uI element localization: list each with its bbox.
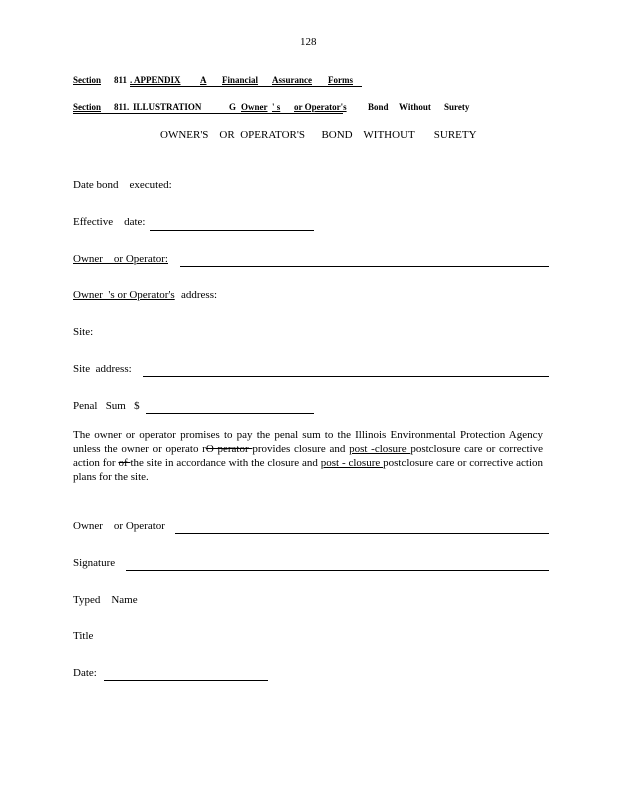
owner-address-label-suffix: address: xyxy=(181,289,218,301)
header-word-forms: Forms xyxy=(328,75,353,85)
page-number: 128 xyxy=(300,36,317,48)
paragraph-text-3: postclosure care or corrective action for xyxy=(73,443,544,469)
header2-illustration-label: ILLUSTRATION xyxy=(133,102,202,112)
paragraph-text-5: postclosure care or corrective action plans for the site. xyxy=(73,457,544,483)
date-bond-executed-label: Date bond executed: xyxy=(73,179,172,191)
header2-or-operators: or Operator's xyxy=(294,102,347,112)
paragraph-deleted-operator: O perator xyxy=(205,443,253,455)
sig-owner-operator-label: Owner or Operator xyxy=(73,520,165,532)
typed-name-label: Typed Name xyxy=(73,594,138,606)
owner-address-label: Owner 's or Operator's xyxy=(73,289,175,301)
site-label: Site: xyxy=(73,326,94,338)
paragraph-text-4: the site in accordance with the closure and xyxy=(130,457,321,469)
title-label: Title xyxy=(73,630,94,642)
owner-operator-label: Owner or Operator: xyxy=(73,253,168,265)
effective-date-label: Effective date: xyxy=(73,216,146,228)
header-appendix-label: . APPENDIX xyxy=(130,75,181,85)
header-underline xyxy=(130,86,362,87)
paragraph-text-2: provides closure and xyxy=(252,443,350,455)
paragraph-inserted-post-closure-2: post - closure xyxy=(320,457,384,469)
sig-owner-operator-line[interactable] xyxy=(175,533,549,534)
header-word-assurance: Assurance xyxy=(272,75,312,85)
owner-operator-line[interactable] xyxy=(180,266,549,267)
header2-surety: Surety xyxy=(444,102,470,112)
form-title: OWNER'S OR OPERATOR'S BOND WITHOUT SURETY xyxy=(160,129,477,141)
header2-section-label: Section xyxy=(73,102,101,112)
header-section-label: Section xyxy=(73,75,101,85)
bond-paragraph xyxy=(73,428,543,484)
paragraph-text-1: The owner or operator promises to pay the penal sum to the Illinois Environmental Protection Agency unless the owner or operato r xyxy=(73,429,543,455)
header2-without: Without xyxy=(399,102,431,112)
paragraph-deleted-of: of xyxy=(118,457,131,469)
date-label: Date: xyxy=(73,667,97,679)
header2-section-number: 811. xyxy=(114,102,130,112)
penal-sum-line[interactable] xyxy=(146,413,314,414)
header-section-number: 811 xyxy=(114,75,128,85)
date-line[interactable] xyxy=(104,680,268,681)
header2-letter: G xyxy=(229,102,237,112)
paragraph-inserted-post-closure-1: post -closure xyxy=(349,443,411,455)
site-address-label: Site address: xyxy=(73,363,132,375)
header-word-financial: Financial xyxy=(222,75,259,85)
signature-label: Signature xyxy=(73,557,116,569)
header-appendix-letter: A xyxy=(200,75,207,85)
penal-sum-label: Penal Sum $ xyxy=(73,400,140,412)
site-address-line[interactable] xyxy=(143,376,549,377)
effective-date-line[interactable] xyxy=(150,230,314,231)
signature-line[interactable] xyxy=(126,570,549,571)
header2-bond: Bond xyxy=(368,102,389,112)
header2-owner: Owner xyxy=(241,102,268,112)
header2-apostrophe-s: ' s xyxy=(272,102,281,112)
header2-underline xyxy=(73,113,343,114)
